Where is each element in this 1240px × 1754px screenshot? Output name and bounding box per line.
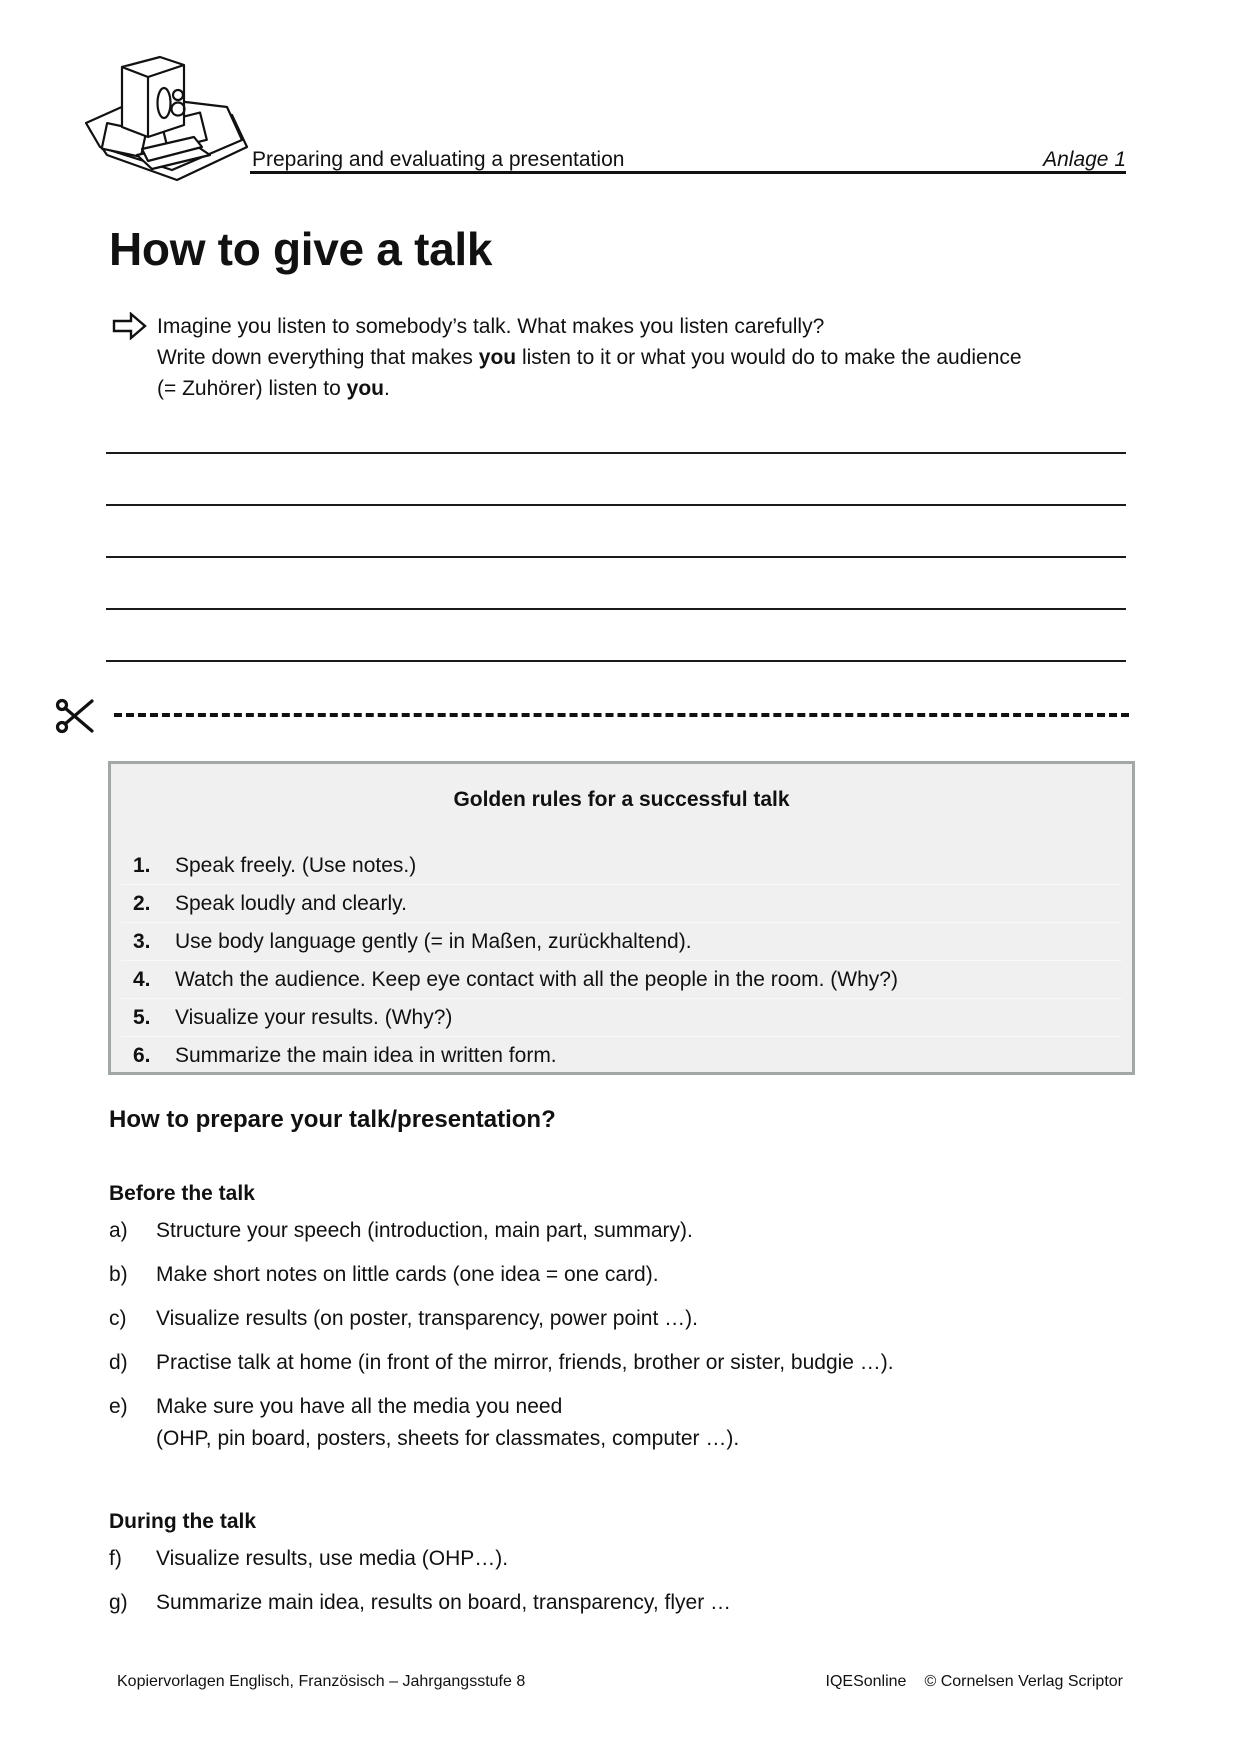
rule-number: 3.: [133, 930, 151, 953]
footer-right: [826, 1673, 1123, 1691]
arrow-right-outline-icon: [112, 312, 148, 340]
rule-separator: [121, 922, 1122, 923]
task-line-3: [157, 373, 390, 404]
page-title: How to give a talk: [109, 223, 493, 275]
rule-separator: [121, 884, 1122, 885]
writing-line: [106, 660, 1126, 662]
rule-item: [133, 966, 898, 994]
step-text: Structure your speech (introduction, main part, summary).: [156, 1219, 693, 1242]
step-item: [109, 1543, 508, 1575]
rule-text: Summarize the main idea in written form.: [175, 1044, 557, 1067]
rule-number: 1.: [133, 854, 151, 877]
task-text: (= Zuhörer) listen to: [157, 377, 347, 400]
step-text: Visualize results, use media (OHP…).: [156, 1547, 509, 1570]
rule-item: [133, 890, 407, 918]
step-text-continued: (OHP, pin board, posters, sheets for classmates, computer …).: [156, 1427, 740, 1450]
writing-line: [106, 452, 1126, 454]
step-text: Practise talk at home (in front of the mirror, friends, brother or sister, budgie …).: [156, 1351, 894, 1374]
rule-separator: [121, 960, 1122, 961]
before-talk-heading: Before the talk: [109, 1182, 255, 1205]
task-line-2: [157, 342, 1022, 373]
step-label: b): [109, 1263, 128, 1286]
rule-item: [133, 1004, 452, 1032]
task-line-1: Imagine you listen to somebody’s talk. What makes you listen carefully?: [157, 315, 825, 338]
rule-text: Speak loudly and clearly.: [175, 892, 407, 915]
rule-separator: [121, 1036, 1122, 1037]
rule-number: 2.: [133, 892, 151, 915]
step-label: f): [109, 1547, 122, 1570]
step-label: e): [109, 1395, 128, 1418]
step-text: Make sure you have all the media you need: [156, 1395, 563, 1418]
rule-item: [133, 852, 416, 880]
step-item: [109, 1347, 894, 1379]
step-label: g): [109, 1591, 128, 1614]
golden-rules-title: Golden rules for a successful talk: [453, 788, 790, 811]
section-heading: How to prepare your talk/presentation?: [109, 1106, 556, 1133]
task-text: Write down everything that makes: [157, 346, 479, 369]
header-rule: [250, 171, 1126, 174]
rule-item: [133, 928, 692, 956]
header-tag: Anlage 1: [1043, 148, 1126, 171]
golden-rules-box: [108, 761, 1135, 1075]
rule-text: Watch the audience. Keep eye contact with all the people in the room. (Why?): [175, 968, 898, 991]
step-item: [109, 1391, 739, 1455]
footer-left: Kopiervorlagen Englisch, Französisch – Jahrgangsstufe 8: [117, 1673, 526, 1690]
rule-text: Visualize your results. (Why?): [175, 1006, 453, 1029]
rule-item: [133, 1042, 557, 1070]
step-label: d): [109, 1351, 128, 1374]
rule-separator: [121, 998, 1122, 999]
step-item: [109, 1303, 698, 1335]
task-text: .: [384, 377, 390, 400]
step-label: c): [109, 1307, 127, 1330]
rule-number: 4.: [133, 968, 151, 991]
rule-number: 5.: [133, 1006, 151, 1029]
chapter-logo: [82, 55, 252, 185]
header-title: Preparing and evaluating a presentation: [252, 148, 625, 171]
during-talk-heading: During the talk: [109, 1510, 257, 1533]
rule-number: 6.: [133, 1044, 151, 1067]
footer-copyright: © Cornelsen Verlag Scriptor: [924, 1673, 1123, 1690]
writing-line: [106, 608, 1126, 610]
writing-line: [106, 504, 1126, 506]
footer-platform: IQESonline: [825, 1673, 907, 1690]
rule-text: Speak freely. (Use notes.): [175, 854, 417, 877]
step-item: [109, 1215, 693, 1247]
step-label: a): [109, 1219, 128, 1242]
scissors-icon: [54, 698, 96, 734]
cut-line: [114, 713, 1129, 717]
step-text: Visualize results (on poster, transparency, power point …).: [156, 1307, 698, 1330]
step-item: [109, 1259, 659, 1291]
rule-text: Use body language gently (= in Maßen, zurückhaltend).: [175, 930, 692, 953]
step-text: Summarize main idea, results on board, transparency, flyer …: [156, 1591, 732, 1614]
task-text: listen to it or what you would do to make the audience: [516, 346, 1022, 369]
task-emphasis: you: [478, 346, 517, 369]
task-emphasis: you: [346, 377, 384, 400]
writing-line: [106, 556, 1126, 558]
step-item: [109, 1587, 731, 1619]
step-text: Make short notes on little cards (one idea = one card).: [156, 1263, 659, 1286]
